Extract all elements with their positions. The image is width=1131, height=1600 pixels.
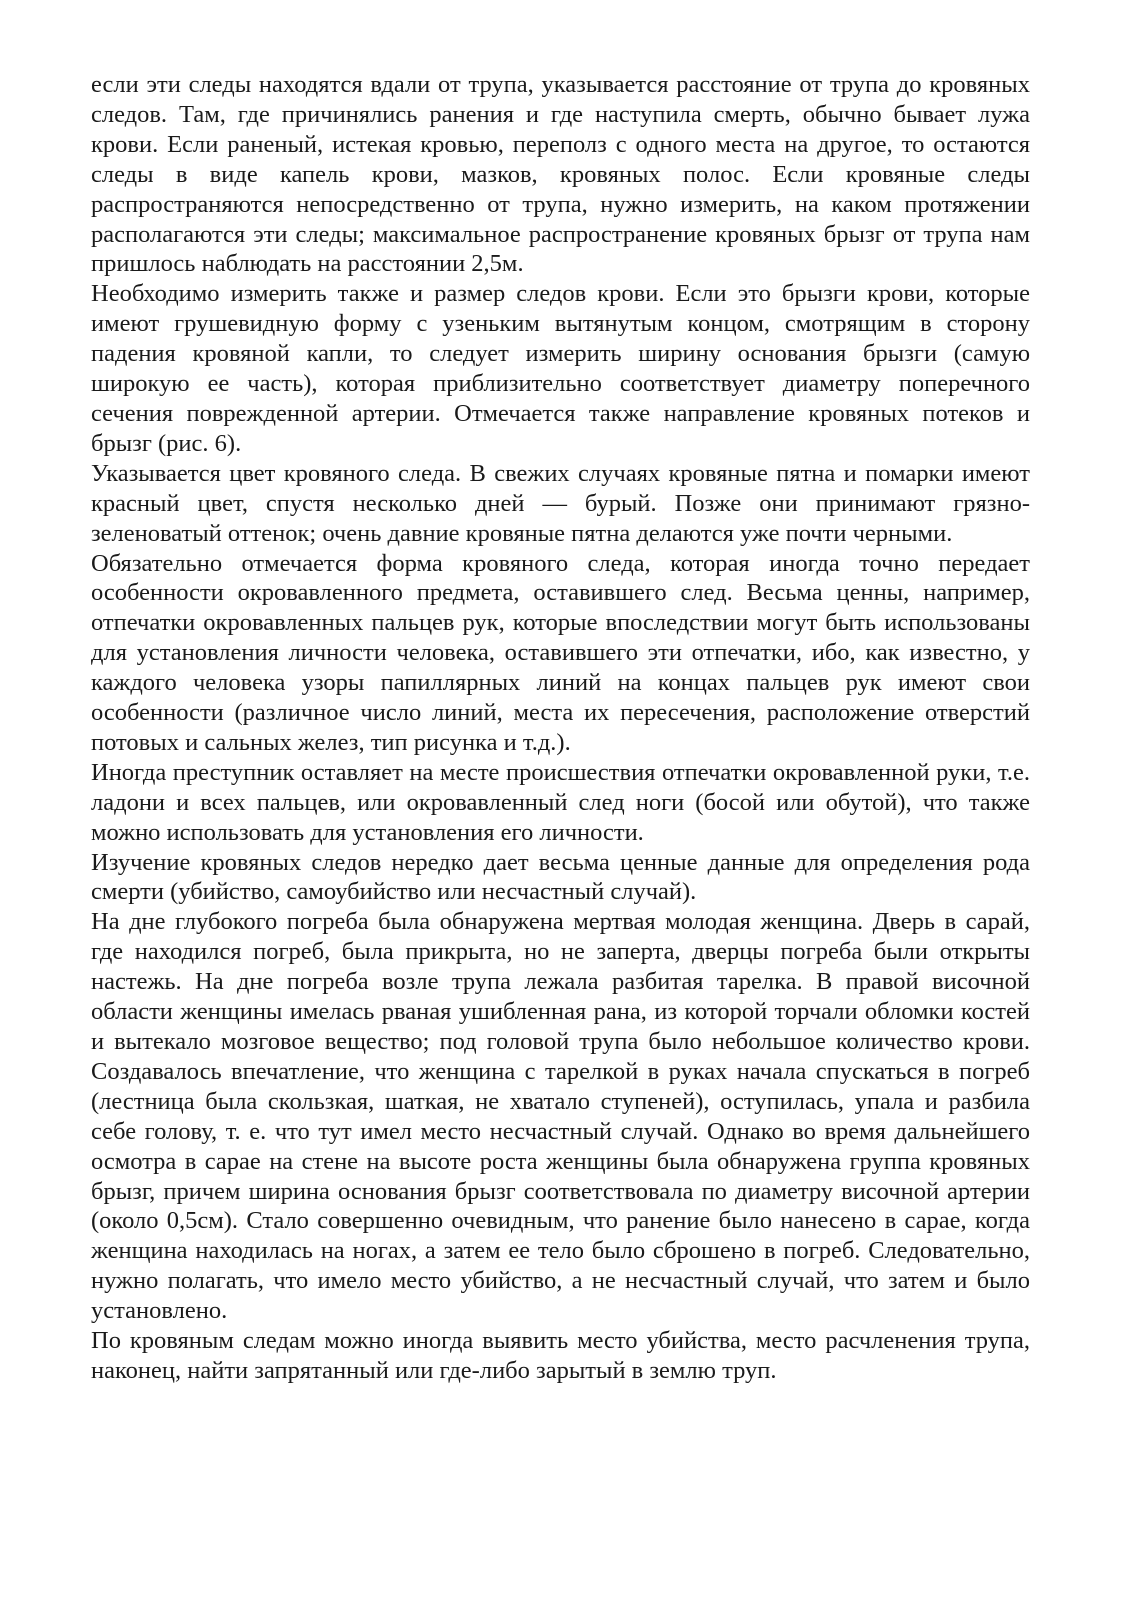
document-page xyxy=(91,70,1030,1386)
paragraph-manner-of-death: Изучение кровяных следов нередко дает весьма ценные данные для определения рода смерти (убийство, самоубийство или несчастный случай). xyxy=(91,848,1030,906)
paragraph-conclusion: По кровяным следам можно иногда выявить место убийства, место расчленения трупа, наконец, найти запрятанный или где-либо зарытый в землю труп. xyxy=(91,1327,1030,1384)
paragraph-blood-traces-color: Указывается цвет кровяного следа. В свежих случаях кровяные пятна и помарки имеют красный цвет, спустя несколько дней — бурый. Позже они принимают грязно-зеленоватый оттенок; очень давние кровяные пятна делаются уже почти черными. xyxy=(91,459,1030,547)
paragraph-blood-traces-distance: если эти следы находятся вдали от трупа, указывается расстояние от трупа до кровяных следов. Там, где причинялись ранения и где наступила смерть, обычно бывает лужа крови. Если раненый, истекая кровью, переполз с одного места на другое, то остаются следы в виде капель крови, мазков, кровяных полос. Если кровяные следы распространяются непосредственно от трупа, нужно измерить, на каком протяжении располагаются эти следы; максимальное распространение кровяных брызг от трупа нам пришлось наблюдать на расстоянии 2,5м. xyxy=(91,71,1030,278)
paragraph-blood-traces-size: Необходимо измерить также и размер следов крови. Если это брызги крови, которые имеют грушевидную форму с узеньким вытянутым концом, смотрящим в сторону падения кровяной капли, то следует измерить ширину основания брызги (самую широкую ее часть), которая приблизительно соответствует диаметру поперечного сечения поврежденной артерии. Отмечается также направление кровяных потеков и брызг (рис. 6). xyxy=(91,280,1030,457)
paragraph-case-example: На дне глубокого погреба была обнаружена мертвая молодая женщина. Дверь в сарай, где находился погреб, была прикрыта, но не заперта, дверцы погреба были открыты настежь. На дне погреба возле трупа лежала разбитая тарелка. В правой височной области женщины имелась рваная ушибленная рана, из которой торчали обломки костей и вытекало мозговое вещество; под головой трупа было небольшое количество крови. Создавалось впечатление, что женщина с тарелкой в руках начала спускаться в погреб (лестница была скользкая, шаткая, не хватало ступеней), оступилась, упала и разбила себе голову, т. е. что тут имел место несчастный случай. Однако во время дальнейшего осмотра в сарае на стене на высоте роста женщины была обнаружена группа кровяных брызг, причем ширина основания брызг соответствовала по диаметру височной артерии (около 0,5см). Стало совершенно очевидным, что ранение было нанесено в сарае, когда женщина находилась на ногах, а затем ее тело было сброшено в погреб. Следовательно, нужно полагать, что имело место убийство, а не несчастный случай, что затем и было установлено. xyxy=(91,908,1030,1325)
paragraph-hand-footprint: Иногда преступник оставляет на месте происшествия отпечатки окровавленной руки, т.е. ладони и всех пальцев, или окровавленный след ноги (босой или обутой), что также можно использовать для установления его личности. xyxy=(91,758,1030,846)
paragraph-blood-traces-shape: Обязательно отмечается форма кровяного следа, которая иногда точно передает особенности окровавленного предмета, оставившего след. Весьма ценны, например, отпечатки окровавленных пальцев рук, которые впоследствии могут быть использованы для установления личности человека, оставившего эти отпечатки, ибо, как известно, у каждого человека узоры папиллярных линий на концах пальцев рук имеют свои особенности (различное число линий, места их пересечения, расположение отверстий потовых и сальных желез, тип рисунка и т.д.). xyxy=(91,549,1030,756)
